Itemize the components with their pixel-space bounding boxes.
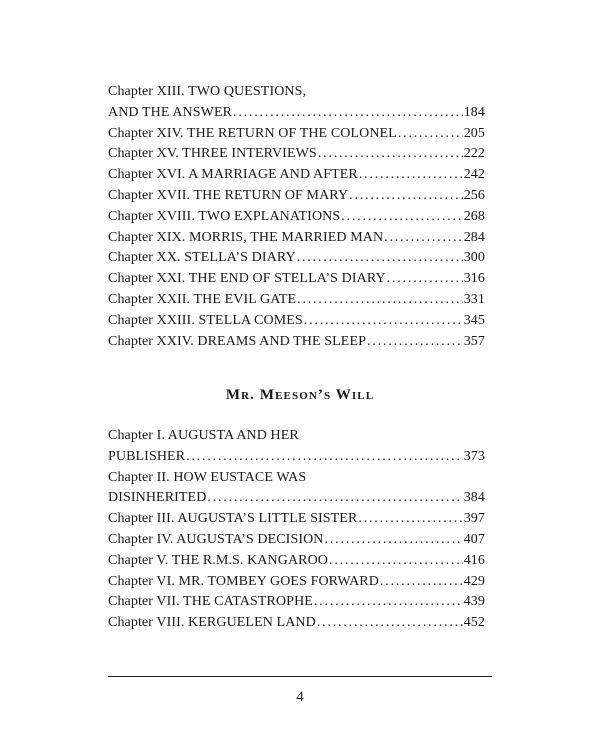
- dot-leader: [317, 615, 463, 631]
- toc-entry: [108, 553, 485, 574]
- chapter-title: Chapter VI. MR. TOMBEY GOES FORWARD: [108, 573, 379, 589]
- page-ref: 331: [463, 291, 485, 307]
- section-heading: [0, 387, 600, 404]
- page-ref: 268: [463, 208, 485, 224]
- dot-leader: [341, 209, 462, 225]
- toc-entry: [108, 126, 485, 147]
- dot-leader: [329, 553, 463, 569]
- dot-leader: [297, 292, 463, 308]
- toc-entry: [108, 209, 485, 230]
- chapter-title: AND THE ANSWER: [108, 104, 233, 120]
- toc-entry: [108, 105, 485, 126]
- dot-leader: [314, 594, 463, 610]
- dot-leader: [387, 271, 463, 287]
- chapter-title: Chapter XVIII. TWO EXPLANATIONS: [108, 208, 341, 224]
- toc-entry: [108, 615, 485, 636]
- dot-leader: [297, 250, 463, 266]
- chapter-title: Chapter XVII. THE RETURN OF MARY: [108, 187, 349, 203]
- dot-leader: [233, 105, 463, 121]
- page-ref: 357: [463, 333, 485, 349]
- footer-rule: [108, 676, 492, 677]
- dot-leader: [398, 126, 463, 142]
- dot-leader: [349, 188, 463, 204]
- dot-leader: [186, 449, 463, 465]
- page-ref: 439: [463, 594, 485, 610]
- page-ref: 373: [463, 448, 485, 464]
- dot-leader: [380, 574, 463, 590]
- toc-entry: [108, 188, 485, 209]
- dot-leader: [358, 511, 462, 527]
- dot-leader: [207, 490, 462, 506]
- page-ref: 452: [463, 615, 485, 631]
- toc-entry: [108, 449, 485, 470]
- chapter-title: Chapter VIII. KERGUELEN LAND: [108, 615, 316, 631]
- page-ref: 242: [463, 167, 485, 183]
- toc-entry: [108, 146, 485, 167]
- chapter-title: Chapter XXII. THE EVIL GATE: [108, 291, 297, 307]
- chapter-title: DISINHERITED: [108, 490, 207, 506]
- chapter-title: Chapter XIII. TWO QUESTIONS,: [108, 84, 307, 99]
- chapter-title: Chapter XXIII. STELLA COMES: [108, 312, 303, 328]
- chapter-title: Chapter II. HOW EUSTACE WAS: [108, 469, 307, 485]
- dot-leader: [325, 532, 463, 548]
- toc-entry: [108, 167, 485, 188]
- toc-entry: [108, 250, 485, 271]
- toc-entry: [108, 470, 485, 491]
- toc-entry: [108, 334, 485, 355]
- chapter-title: Chapter XV. THREE INTERVIEWS: [108, 146, 317, 162]
- toc-entry: [108, 574, 485, 595]
- chapter-title: Chapter III. AUGUSTA’S LITTLE SISTER: [108, 511, 358, 527]
- chapter-title: Chapter XVI. A MARRIAGE AND AFTER: [108, 167, 358, 183]
- toc-entry: [108, 292, 485, 313]
- chapter-title: Chapter XXI. THE END OF STELLA’S DIARY: [108, 271, 386, 287]
- chapter-title: Chapter VII. THE CATASTROPHE: [108, 594, 313, 610]
- dot-leader: [318, 146, 463, 162]
- page-ref: 300: [463, 250, 485, 266]
- page-ref: 256: [463, 187, 485, 203]
- chapter-title: Chapter IV. AUGUSTA’S DECISION: [108, 531, 324, 547]
- toc-section-1: [108, 84, 485, 354]
- page-ref: 205: [463, 125, 485, 141]
- page-ref: 184: [463, 104, 485, 120]
- dot-leader: [304, 313, 463, 329]
- chapter-title: Chapter I. AUGUSTA AND HER: [108, 428, 299, 443]
- chapter-title: Chapter XX. STELLA’S DIARY: [108, 250, 296, 266]
- page-ref: 222: [463, 146, 485, 162]
- chapter-title: Chapter XIX. MORRIS, THE MARRIED MAN: [108, 229, 384, 245]
- page-number: 4: [296, 689, 304, 705]
- chapter-title: PUBLISHER: [108, 448, 186, 464]
- chapter-title: Chapter XIV. THE RETURN OF THE COLONEL: [108, 125, 397, 141]
- toc-entry: [108, 511, 485, 532]
- chapter-title: Chapter V. THE R.M.S. KANGAROO: [108, 552, 329, 568]
- page-ref: 416: [463, 552, 485, 568]
- section-title: Mr. Meeson’s Will: [225, 387, 375, 403]
- page-ref: 284: [463, 229, 485, 245]
- toc-section-2: [108, 428, 485, 636]
- page-ref: 384: [463, 490, 485, 506]
- page-ref: 407: [463, 531, 485, 547]
- toc-entry: [108, 271, 485, 292]
- toc-entry: [108, 230, 485, 251]
- page-ref: 397: [463, 511, 485, 527]
- page-ref: 345: [463, 312, 485, 328]
- toc-entry: [108, 84, 485, 105]
- toc-entry: [108, 594, 485, 615]
- dot-leader: [359, 167, 463, 183]
- page-ref: 316: [463, 271, 485, 287]
- chapter-title: Chapter XXIV. DREAMS AND THE SLEEP: [108, 333, 366, 349]
- toc-entry: [108, 313, 485, 334]
- toc-entry: [108, 428, 485, 449]
- toc-entry: [108, 532, 485, 553]
- dot-leader: [367, 334, 463, 350]
- page-ref: 429: [463, 573, 485, 589]
- dot-leader: [384, 230, 463, 246]
- toc-entry: [108, 490, 485, 511]
